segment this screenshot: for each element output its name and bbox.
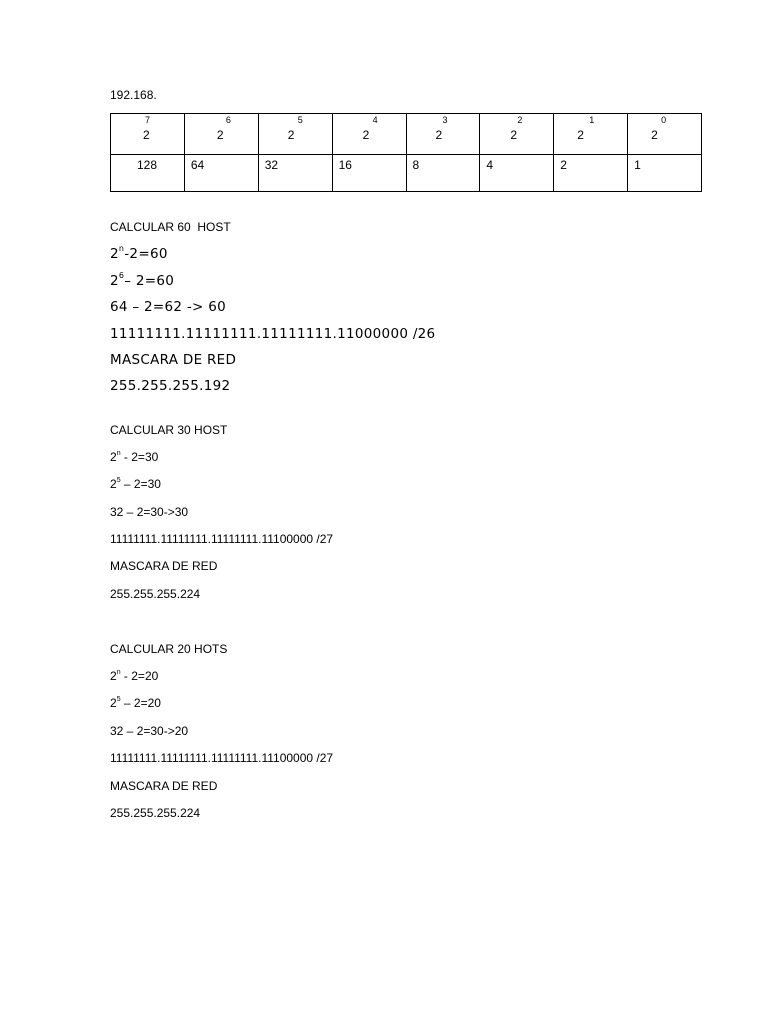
power-cell: 1 2 — [554, 114, 628, 155]
value-cell: 64 — [184, 155, 258, 192]
mask-value: 255.255.255.224 — [110, 806, 201, 820]
binary-mask-line: 11111111.11111111.11111111.11100000 /27 — [110, 532, 334, 546]
value-cell: 1 — [628, 155, 702, 192]
value-cell: 2 — [554, 155, 628, 192]
mask-value: 255.255.255.224 — [110, 587, 201, 601]
formula-line: $2^6-$ 2=60 — [110, 271, 175, 289]
value-cell: 32 — [258, 155, 332, 192]
power-cell: 4 2 — [332, 114, 406, 155]
binary-mask-line: 11111111.11111111.11111111.11100000 /27 — [110, 751, 334, 765]
calc-line: 64 – 2=62 -> 60 — [110, 299, 227, 315]
section-title: CALCULAR 20 HOTS — [110, 642, 228, 656]
power-cell: 5 2 — [258, 114, 332, 155]
values-row — [111, 155, 702, 192]
ip-prefix: 192.168. — [110, 88, 157, 102]
section-title: CALCULAR 60 HOST — [110, 220, 231, 234]
power-cell: 6 2 — [184, 114, 258, 155]
power-cell: 3 2 — [406, 114, 480, 155]
powers-of-two-table — [110, 113, 702, 192]
mask-label: MASCARA DE RED — [110, 779, 218, 793]
calc-line: 32 – 2=30->20 — [110, 724, 189, 738]
formula-line: 2$^n$ - 2=20 — [110, 669, 159, 683]
mask-label: MASCARA DE RED — [110, 559, 218, 573]
value-cell: 128 — [111, 155, 185, 192]
value-cell: 4 — [480, 155, 554, 192]
section-title: CALCULAR 30 HOST — [110, 423, 228, 437]
powers-row — [111, 114, 702, 155]
power-cell: 7 2 — [111, 114, 185, 155]
formula-line: $2^5 - 2=20$ — [110, 696, 161, 710]
formula-line: $2^n-2=60$ — [110, 244, 168, 262]
formula-line: 2$^n$ - 2=30 — [110, 450, 159, 464]
formula-line: $2^5 - 2=30$ — [110, 477, 161, 491]
binary-mask-line: 11111111.11111111.11111111.11000000 /26 — [110, 326, 436, 342]
calc-line: 32 – 2=30->30 — [110, 505, 189, 519]
mask-label: MASCARA DE RED — [110, 352, 237, 368]
value-cell: 16 — [332, 155, 406, 192]
power-cell: 0 2 — [628, 114, 702, 155]
power-cell: 2 2 — [480, 114, 554, 155]
value-cell: 8 — [406, 155, 480, 192]
mask-value: 255.255.255.192 — [110, 378, 231, 394]
